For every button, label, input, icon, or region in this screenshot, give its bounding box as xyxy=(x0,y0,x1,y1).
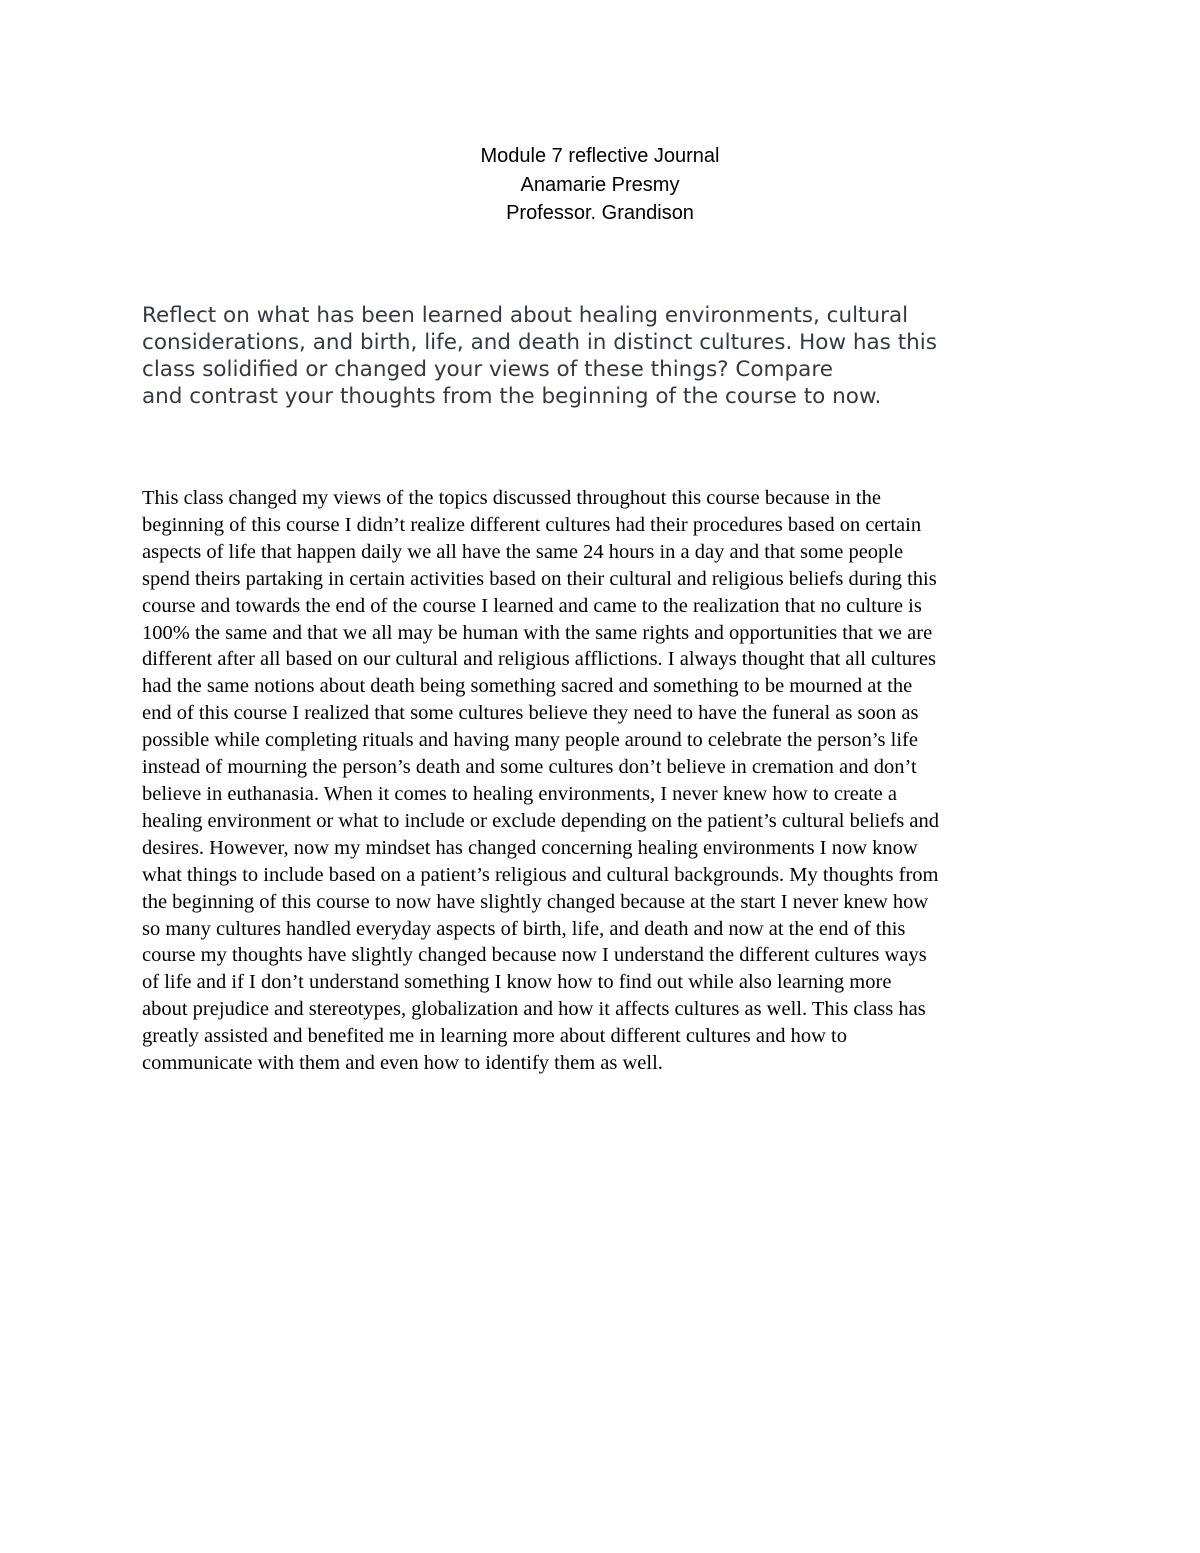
prompt-line: class solidified or changed your views of these things? Compare xyxy=(142,357,833,382)
body-line: desires. However, now my mindset has changed concerning healing environments I now know xyxy=(142,836,918,859)
body-line: so many cultures handled everyday aspects of birth, life, and death and now at the end of this xyxy=(142,917,906,940)
body-line: healing environment or what to include or exclude depending on the patient’s cultural beliefs and xyxy=(142,809,939,832)
body-line: about prejudice and stereotypes, globalization and how it affects cultures as well. This class has xyxy=(142,998,926,1021)
body-line: had the same notions about death being something sacred and something to be mourned at the xyxy=(142,675,913,698)
body-line: course and towards the end of the course I learned and came to the realization that no culture is xyxy=(142,594,922,617)
body-line: what things to include based on a patient’s religious and cultural backgrounds. My thoughts from xyxy=(142,863,939,886)
body-line: 100% the same and that we all may be human with the same rights and opportunities that we are xyxy=(142,621,933,644)
professor-name: Professor. Grandison xyxy=(506,202,694,224)
body-line: believe in euthanasia. When it comes to healing environments, I never knew how to create a xyxy=(142,782,898,805)
body-line: beginning of this course I didn’t realize different cultures had their procedures based on certain xyxy=(142,513,922,536)
body-line: the beginning of this course to now have slightly changed because at the start I never knew how xyxy=(142,890,929,913)
body-line: spend theirs partaking in certain activities based on their cultural and religious beliefs during this xyxy=(142,567,937,590)
prompt-line: and contrast your thoughts from the beginning of the course to now. xyxy=(142,384,882,409)
assignment-prompt xyxy=(142,302,1042,410)
document-title: Module 7 reflective Journal xyxy=(480,145,720,167)
prompt-line: considerations, and birth, life, and death in distinct cultures. How has this xyxy=(142,330,937,355)
body-line: different after all based on our cultural and religious afflictions. I always thought that all cultures xyxy=(142,648,936,671)
journal-response xyxy=(142,485,1072,1077)
body-line: end of this course I realized that some cultures believe they need to have the funeral as soon as xyxy=(142,702,919,725)
body-line: of life and if I don’t understand something I know how to find out while also learning more xyxy=(142,971,892,994)
body-line: This class changed my views of the topics discussed throughout this course because in the xyxy=(142,487,881,509)
body-line: communicate with them and even how to identify them as well. xyxy=(142,1052,663,1075)
author-name: Anamarie Presmy xyxy=(520,173,680,196)
body-line: possible while completing rituals and having many people around to celebrate the person’s life xyxy=(142,729,918,752)
document-header xyxy=(0,142,1200,228)
body-line: greatly assisted and benefited me in learning more about different cultures and how to xyxy=(142,1025,847,1048)
body-line: instead of mourning the person’s death and some cultures don’t believe in cremation and don’t xyxy=(142,756,917,779)
prompt-line: Reflect on what has been learned about healing environments, cultural xyxy=(142,303,909,328)
body-line: course my thoughts have slightly changed because now I understand the different cultures ways xyxy=(142,944,927,967)
body-line: aspects of life that happen daily we all have the same 24 hours in a day and that some people xyxy=(142,540,904,563)
